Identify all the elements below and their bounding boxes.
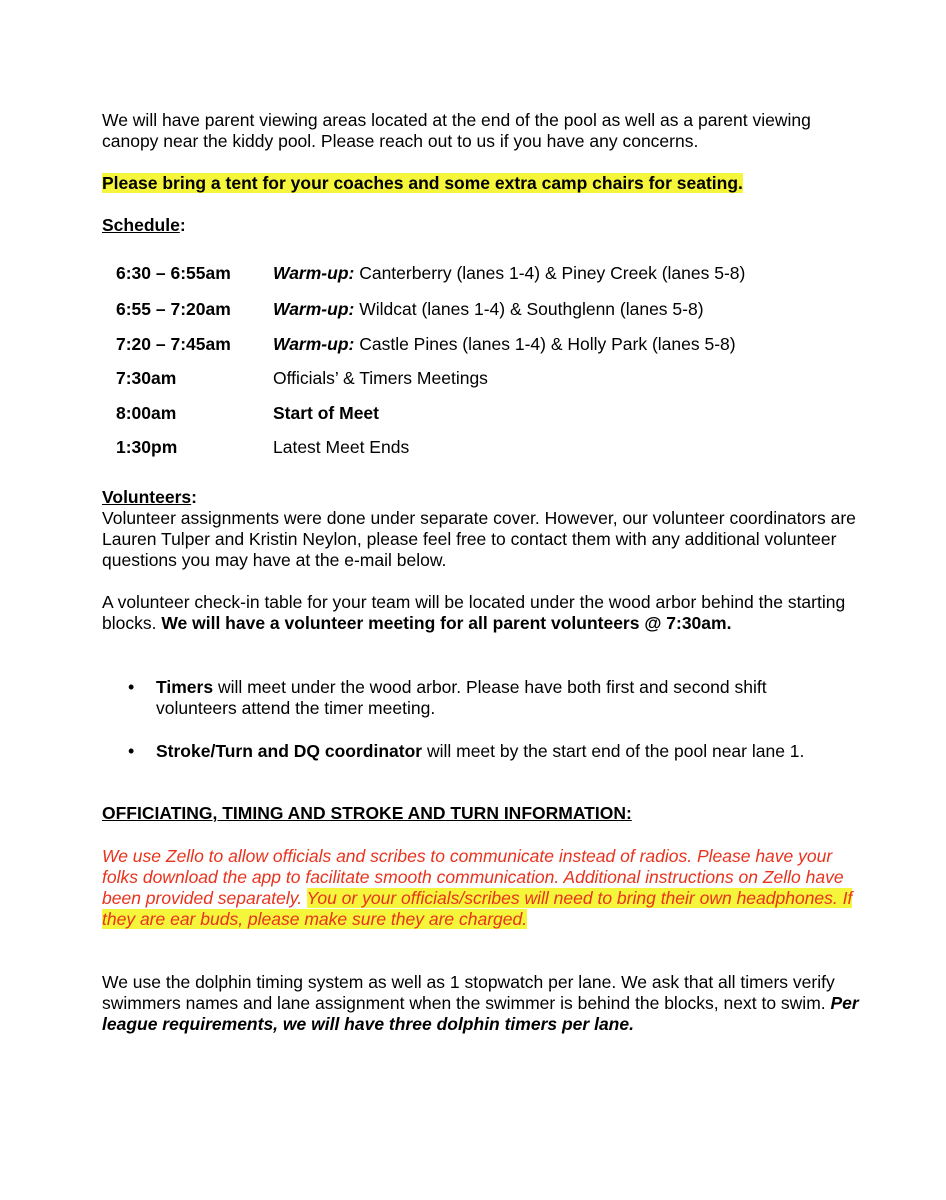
- bullet-bold: Stroke/Turn and DQ coordinator: [156, 741, 423, 761]
- schedule-desc-text: Castle Pines (lanes 1-4) & Holly Park (lanes 5-8): [354, 334, 736, 354]
- schedule-desc: [273, 334, 736, 355]
- schedule-desc: [273, 263, 745, 284]
- schedule-row: [116, 299, 846, 321]
- schedule-heading-text: Schedule: [102, 215, 180, 235]
- timing-paragraph: [102, 972, 862, 1035]
- intro-text: We will have parent viewing areas located at the end of the pool as well as a parent viewing canopy near the kiddy pool. Please reach out to us if you have any concerns.: [102, 110, 811, 151]
- schedule-time: 1:30pm: [116, 437, 178, 457]
- schedule-row: [116, 403, 846, 425]
- schedule-time: 6:30 – 6:55am: [116, 263, 231, 283]
- timing-bold: Per league requirements, we will have three dolphin timers per lane.: [102, 993, 859, 1034]
- schedule-heading: [102, 215, 862, 236]
- schedule-row: [116, 437, 846, 459]
- schedule-label: Warm-up:: [273, 334, 355, 354]
- schedule-desc: [273, 299, 704, 320]
- checkin-bold: We will have a volunteer meeting for all parent volunteers @ 7:30am.: [161, 613, 732, 633]
- schedule-row: [116, 368, 846, 390]
- bullet-body: will meet under the wood arbor. Please have both first and second shift volunteers attend the timer meeting.: [156, 677, 767, 718]
- checkin-text: A volunteer check-in table for your team will be located under the wood arbor behind the starting blocks.: [102, 592, 846, 633]
- bullet-icon: •: [128, 741, 135, 761]
- schedule-desc-text: Wildcat (lanes 1-4) & Southglenn (lanes 5-8): [354, 299, 704, 319]
- schedule-desc-text: Canterberry (lanes 1-4) & Piney Creek (lanes 5-8): [354, 263, 746, 283]
- schedule-row: [116, 334, 846, 356]
- schedule-row: [116, 263, 846, 285]
- schedule-desc: Officials’ & Timers Meetings: [273, 368, 488, 388]
- volunteers-heading: Volunteers: [102, 487, 192, 507]
- headphones-notice: You or your officials/scribes will need to bring their own headphones. If they are ear buds, please make sure they are charged.: [102, 888, 853, 929]
- tent-notice: Please bring a tent for your coaches and some extra camp chairs for seating.: [102, 173, 743, 193]
- schedule-time: 7:20 – 7:45am: [116, 334, 231, 354]
- bullet-icon: •: [128, 677, 135, 697]
- zello-paragraph: [102, 846, 862, 930]
- schedule-label: Warm-up:: [273, 299, 355, 319]
- volunteers-heading-colon: :: [191, 487, 197, 507]
- bullet-bold: Timers: [156, 677, 214, 697]
- schedule-time: 8:00am: [116, 403, 177, 423]
- schedule-time: 6:55 – 7:20am: [116, 299, 231, 319]
- timing-text: We use the dolphin timing system as well as 1 stopwatch per lane. We ask that all timers verify swimmers names and lane assignment when the swimmer is behind the blocks, next to swim.: [102, 972, 835, 1013]
- schedule-heading-colon: :: [179, 215, 186, 235]
- volunteers-text: Volunteer assignments were done under separate cover. However, our volunteer coordinators are Lauren Tulper and Kristin Neylon, please feel free to contact them with any additional volunteer questions you may have at the e-mail below.: [102, 508, 856, 570]
- schedule-time: 7:30am: [116, 368, 177, 388]
- bullet-text: [156, 741, 816, 762]
- volunteers-section: [102, 487, 862, 571]
- bullet-body: will meet by the start end of the pool near lane 1.: [422, 741, 805, 761]
- officiating-heading-text: OFFICIATING, TIMING AND STROKE AND TURN INFORMATION:: [102, 803, 632, 823]
- bullet-text: [156, 677, 816, 719]
- checkin-paragraph: [102, 592, 862, 634]
- schedule-desc: Latest Meet Ends: [273, 437, 410, 457]
- schedule-desc: Start of Meet: [273, 403, 379, 423]
- intro-paragraph: [102, 110, 862, 152]
- schedule-label: Warm-up:: [273, 263, 355, 283]
- zello-text: We use Zello to allow officials and scribes to communicate instead of radios. Please have your folks download the app to facilitate smooth communication. Additional instructions on Zello have been provided separately.: [102, 846, 844, 908]
- officiating-heading: [102, 803, 862, 824]
- tent-notice-paragraph: [102, 173, 862, 194]
